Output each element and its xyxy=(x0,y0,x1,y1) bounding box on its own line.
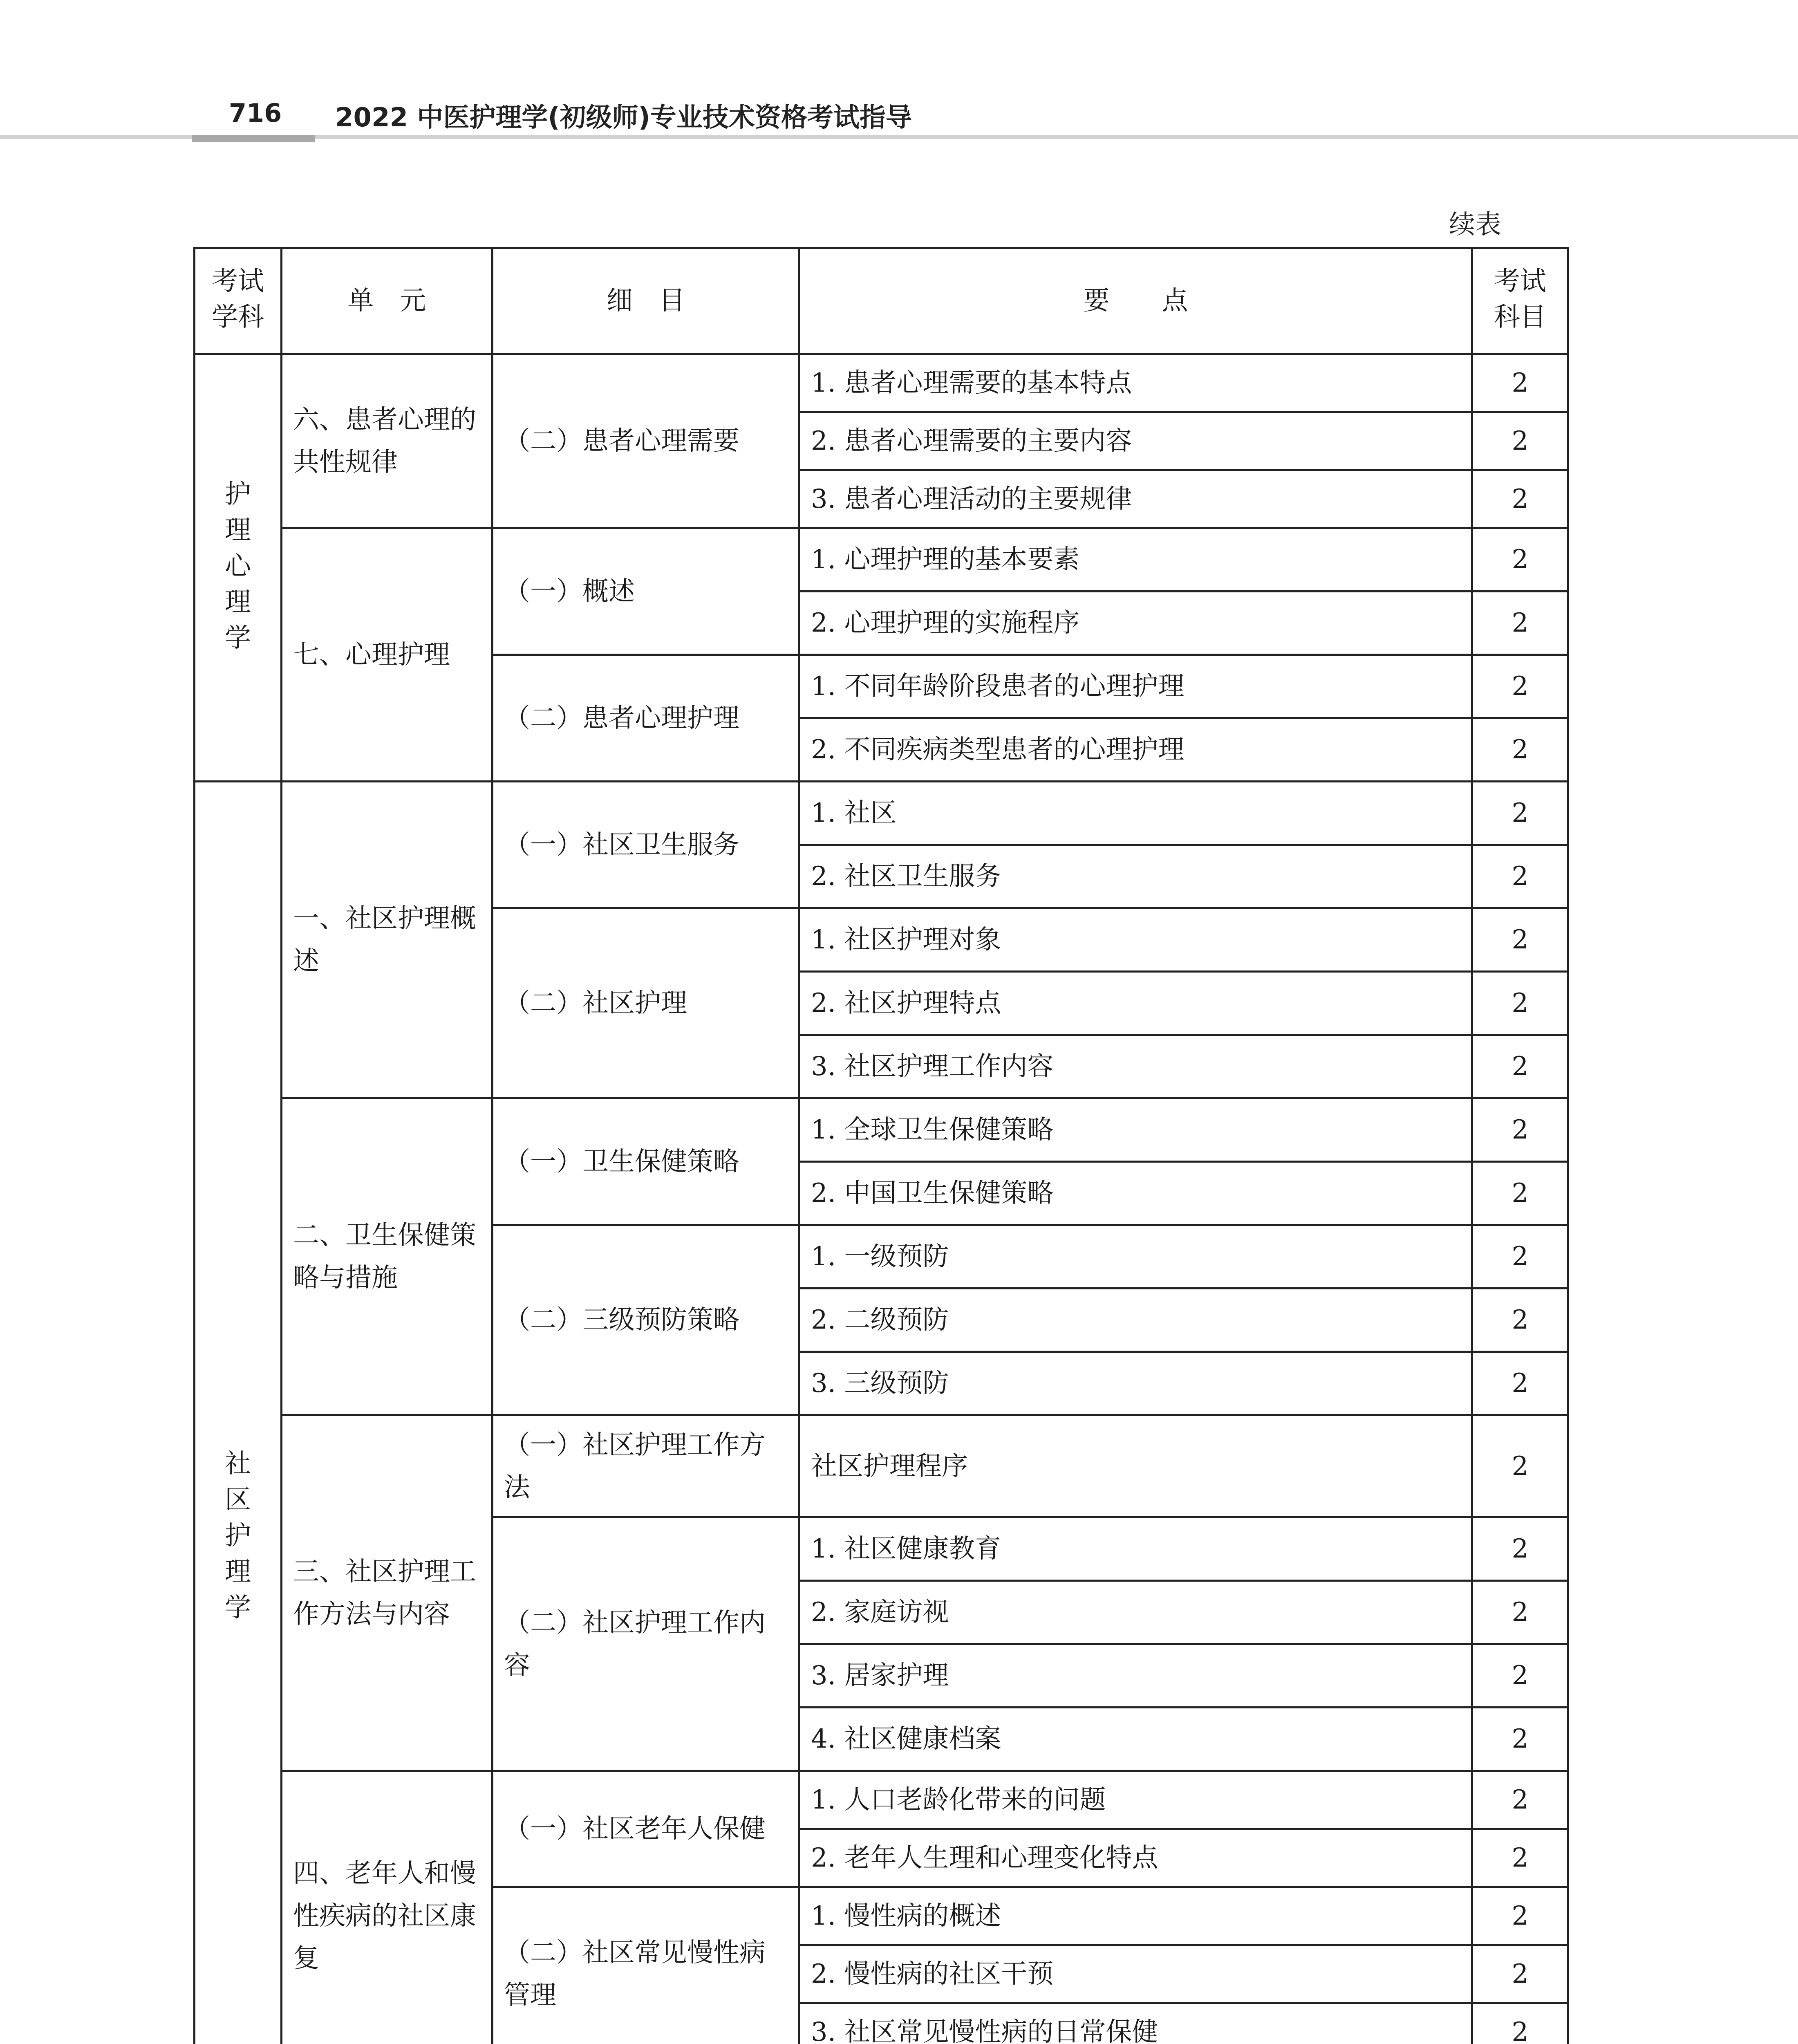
point-cell: 1. 患者心理需要的基本特点 xyxy=(799,354,1472,412)
exam-cell: 2 xyxy=(1472,1887,1568,1945)
exam-cell: 2 xyxy=(1472,718,1568,782)
table-row xyxy=(195,782,1568,845)
exam-cell: 2 xyxy=(1472,655,1568,718)
exam-cell: 2 xyxy=(1472,1289,1568,1352)
point-cell: 2. 家庭访视 xyxy=(799,1581,1472,1644)
point-cell: 1. 社区护理对象 xyxy=(799,908,1472,972)
header-item: 细 目 xyxy=(493,248,799,354)
point-cell: 2. 患者心理需要的主要内容 xyxy=(799,412,1472,470)
table-row xyxy=(195,1098,1568,1162)
syllabus-table xyxy=(193,247,1569,2044)
table-header-row xyxy=(195,248,1568,354)
table-row xyxy=(195,1771,1568,1829)
point-cell: 1. 心理护理的基本要素 xyxy=(799,528,1472,592)
exam-cell: 2 xyxy=(1472,1945,1568,2003)
exam-cell: 2 xyxy=(1472,1644,1568,1708)
exam-cell: 2 xyxy=(1472,528,1568,592)
exam-cell: 2 xyxy=(1472,412,1568,470)
subject-cell: 护理心理学 xyxy=(195,354,282,782)
table-row xyxy=(195,528,1568,592)
point-cell: 社区护理程序 xyxy=(799,1415,1472,1517)
exam-cell: 2 xyxy=(1472,354,1568,412)
point-cell: 2. 老年人生理和心理变化特点 xyxy=(799,1829,1472,1887)
exam-cell: 2 xyxy=(1472,1415,1568,1517)
unit-cell: 三、社区护理工作方法与内容 xyxy=(282,1415,493,1771)
point-cell: 3. 患者心理活动的主要规律 xyxy=(799,470,1472,528)
subject-cell: 社区护理学 xyxy=(195,782,282,2044)
point-cell: 2. 不同疾病类型患者的心理护理 xyxy=(799,718,1472,782)
point-cell: 2. 社区护理特点 xyxy=(799,972,1472,1035)
point-cell: 1. 人口老龄化带来的问题 xyxy=(799,1771,1472,1829)
header-rule-accent xyxy=(192,135,315,142)
item-cell: （一）卫生保健策略 xyxy=(493,1098,799,1225)
item-cell: （二）社区护理 xyxy=(493,908,799,1098)
point-cell: 2. 中国卫生保健策略 xyxy=(799,1162,1472,1225)
item-cell: （一）社区卫生服务 xyxy=(493,782,799,908)
exam-cell: 2 xyxy=(1472,592,1568,655)
item-cell: （二）社区护理工作内容 xyxy=(493,1517,799,1771)
continued-label: 续表 xyxy=(1449,210,1501,240)
exam-cell: 2 xyxy=(1472,1352,1568,1415)
point-cell: 1. 一级预防 xyxy=(799,1225,1472,1289)
point-cell: 3. 社区常见慢性病的日常保健 xyxy=(799,2003,1472,2044)
exam-cell: 2 xyxy=(1472,782,1568,845)
item-cell: （一）社区护理工作方法 xyxy=(493,1415,799,1517)
exam-cell: 2 xyxy=(1472,1708,1568,1771)
point-cell: 3. 三级预防 xyxy=(799,1352,1472,1415)
exam-cell: 2 xyxy=(1472,470,1568,528)
point-cell: 1. 慢性病的概述 xyxy=(799,1887,1472,1945)
item-cell: （一）社区老年人保健 xyxy=(493,1771,799,1887)
unit-cell: 七、心理护理 xyxy=(282,528,493,782)
item-cell: （二）社区常见慢性病管理 xyxy=(493,1887,799,2044)
point-cell: 3. 居家护理 xyxy=(799,1644,1472,1708)
unit-cell: 六、患者心理的共性规律 xyxy=(282,354,493,528)
exam-cell: 2 xyxy=(1472,1098,1568,1162)
unit-cell: 一、社区护理概述 xyxy=(282,782,493,1098)
header-subject: 考试学科 xyxy=(195,248,282,354)
exam-cell: 2 xyxy=(1472,1581,1568,1644)
exam-cell: 2 xyxy=(1472,1829,1568,1887)
item-cell: （二）患者心理需要 xyxy=(493,354,799,528)
point-cell: 4. 社区健康档案 xyxy=(799,1708,1472,1771)
page-header xyxy=(0,0,1798,155)
exam-cell: 2 xyxy=(1472,1771,1568,1829)
item-cell: （二）三级预防策略 xyxy=(493,1225,799,1415)
point-cell: 3. 社区护理工作内容 xyxy=(799,1035,1472,1098)
point-cell: 2. 二级预防 xyxy=(799,1289,1472,1352)
page-number: 716 xyxy=(229,98,282,128)
unit-cell: 四、老年人和慢性疾病的社区康复 xyxy=(282,1771,493,2044)
table-row xyxy=(195,1415,1568,1517)
point-cell: 1. 社区 xyxy=(799,782,1472,845)
point-cell: 1. 全球卫生保健策略 xyxy=(799,1098,1472,1162)
item-cell: （一）概述 xyxy=(493,528,799,655)
exam-cell: 2 xyxy=(1472,2003,1568,2044)
exam-cell: 2 xyxy=(1472,1225,1568,1289)
exam-cell: 2 xyxy=(1472,1162,1568,1225)
unit-cell: 二、卫生保健策略与措施 xyxy=(282,1098,493,1415)
exam-cell: 2 xyxy=(1472,1517,1568,1581)
exam-cell: 2 xyxy=(1472,845,1568,908)
running-title: 2022 中医护理学(初级师)专业技术资格考试指导 xyxy=(335,103,912,133)
header-points: 要 点 xyxy=(799,248,1472,354)
exam-cell: 2 xyxy=(1472,908,1568,972)
item-cell: （二）患者心理护理 xyxy=(493,655,799,782)
point-cell: 1. 不同年龄阶段患者的心理护理 xyxy=(799,655,1472,718)
header-exam: 考试科目 xyxy=(1472,248,1568,354)
exam-cell: 2 xyxy=(1472,1035,1568,1098)
point-cell: 2. 心理护理的实施程序 xyxy=(799,592,1472,655)
header-unit: 单 元 xyxy=(282,248,493,354)
table-row xyxy=(195,354,1568,412)
point-cell: 2. 社区卫生服务 xyxy=(799,845,1472,908)
exam-cell: 2 xyxy=(1472,972,1568,1035)
point-cell: 1. 社区健康教育 xyxy=(799,1517,1472,1581)
point-cell: 2. 慢性病的社区干预 xyxy=(799,1945,1472,2003)
